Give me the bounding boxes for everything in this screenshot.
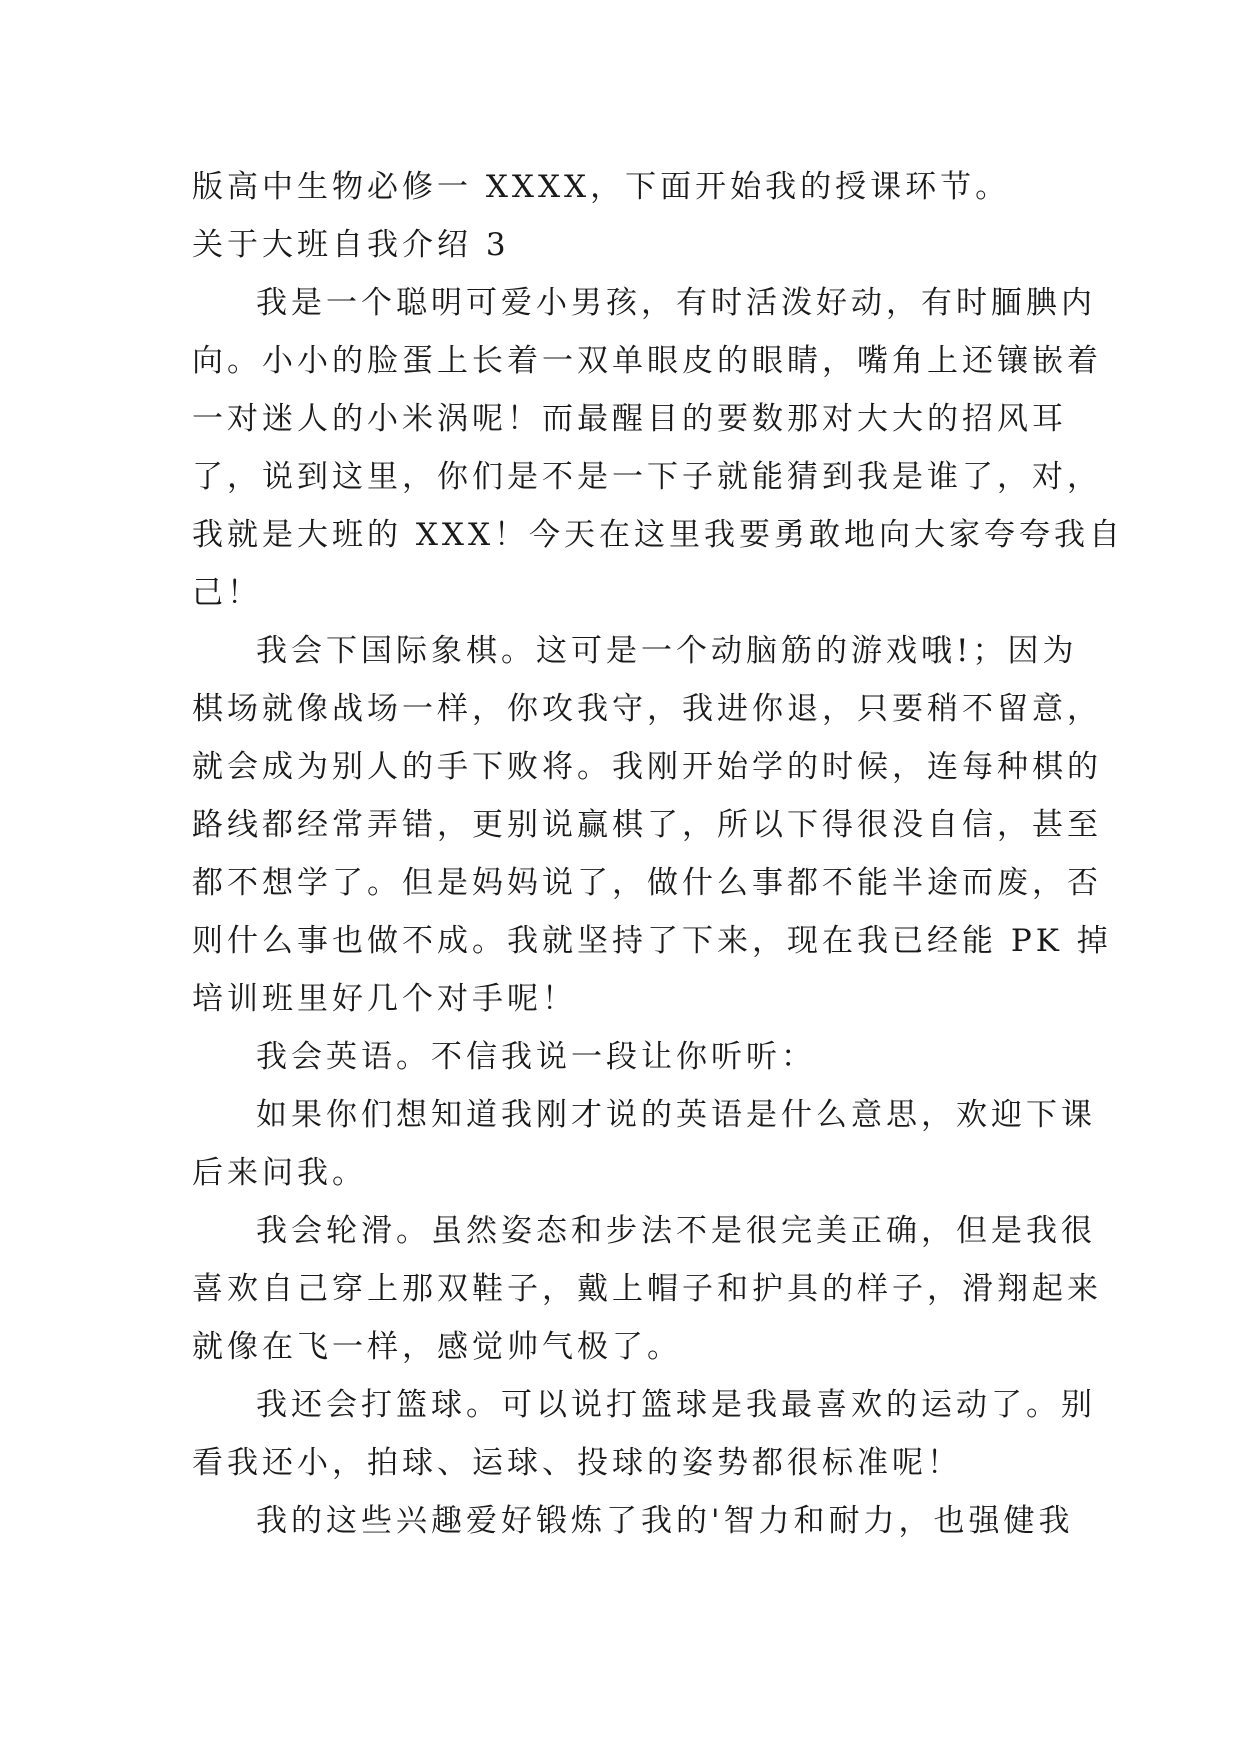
text-line: 棋场就像战场一样，你攻我守，我进你退，只要稍不留意， (192, 691, 1102, 727)
text-line: 喜欢自己穿上那双鞋子，戴上帽子和护具的样子，滑翔起来 (192, 1271, 1102, 1307)
paragraph-first-line: 我的这些兴趣爱好锻炼了我的'智力和耐力，也强健我 (256, 1503, 1074, 1539)
text-line: 我就是大班的 XXX！今天在这里我要勇敢地向大家夸夸我自 (192, 517, 1125, 553)
text-line: 向。小小的脸蛋上长着一双单眼皮的眼睛，嘴角上还镶嵌着 (192, 343, 1102, 379)
text-line: 则什么事也做不成。我就坚持了下来，现在我已经能 PK 掉 (192, 923, 1112, 959)
text-line: 路线都经常弄错，更别说赢棋了，所以下得很没自信，甚至 (192, 807, 1102, 843)
text-line: 都不想学了。但是妈妈说了，做什么事都不能半途而废，否 (192, 865, 1102, 901)
text-line: 就会成为别人的手下败将。我刚开始学的时候，连每种棋的 (192, 749, 1102, 785)
text-line: 后来问我。 (192, 1155, 367, 1191)
text-line: 己！ (192, 575, 262, 611)
paragraph-first-line: 如果你们想知道我刚才说的英语是什么意思，欢迎下课 (256, 1097, 1096, 1133)
text-line: 就像在飞一样，感觉帅气极了。 (192, 1329, 682, 1365)
section-heading: 关于大班自我介绍 3 (192, 227, 510, 263)
text-line: 看我还小，拍球、运球、投球的姿势都很标准呢！ (192, 1445, 962, 1481)
paragraph-first-line: 我会英语。不信我说一段让你听听： (256, 1039, 816, 1075)
paragraph-first-line: 我还会打篮球。可以说打篮球是我最喜欢的运动了。别 (256, 1387, 1096, 1423)
text-line: 培训班里好几个对手呢！ (192, 981, 577, 1017)
text-line: 了，说到这里，你们是不是一下子就能猜到我是谁了，对， (192, 459, 1102, 495)
text-line: 版高中生物必修一 XXXX，下面开始我的授课环节。 (192, 169, 1011, 205)
document-body (192, 158, 1125, 1550)
paragraph-first-line: 我会下国际象棋。这可是一个动脑筋的游戏哦!；因为 (256, 633, 1078, 669)
text-line: 一对迷人的小米涡呢！而最醒目的要数那对大大的招风耳 (192, 401, 1067, 437)
paragraph-first-line: 我会轮滑。虽然姿态和步法不是很完美正确，但是我很 (256, 1213, 1096, 1249)
paragraph-first-line: 我是一个聪明可爱小男孩，有时活泼好动，有时腼腆内 (256, 285, 1096, 321)
